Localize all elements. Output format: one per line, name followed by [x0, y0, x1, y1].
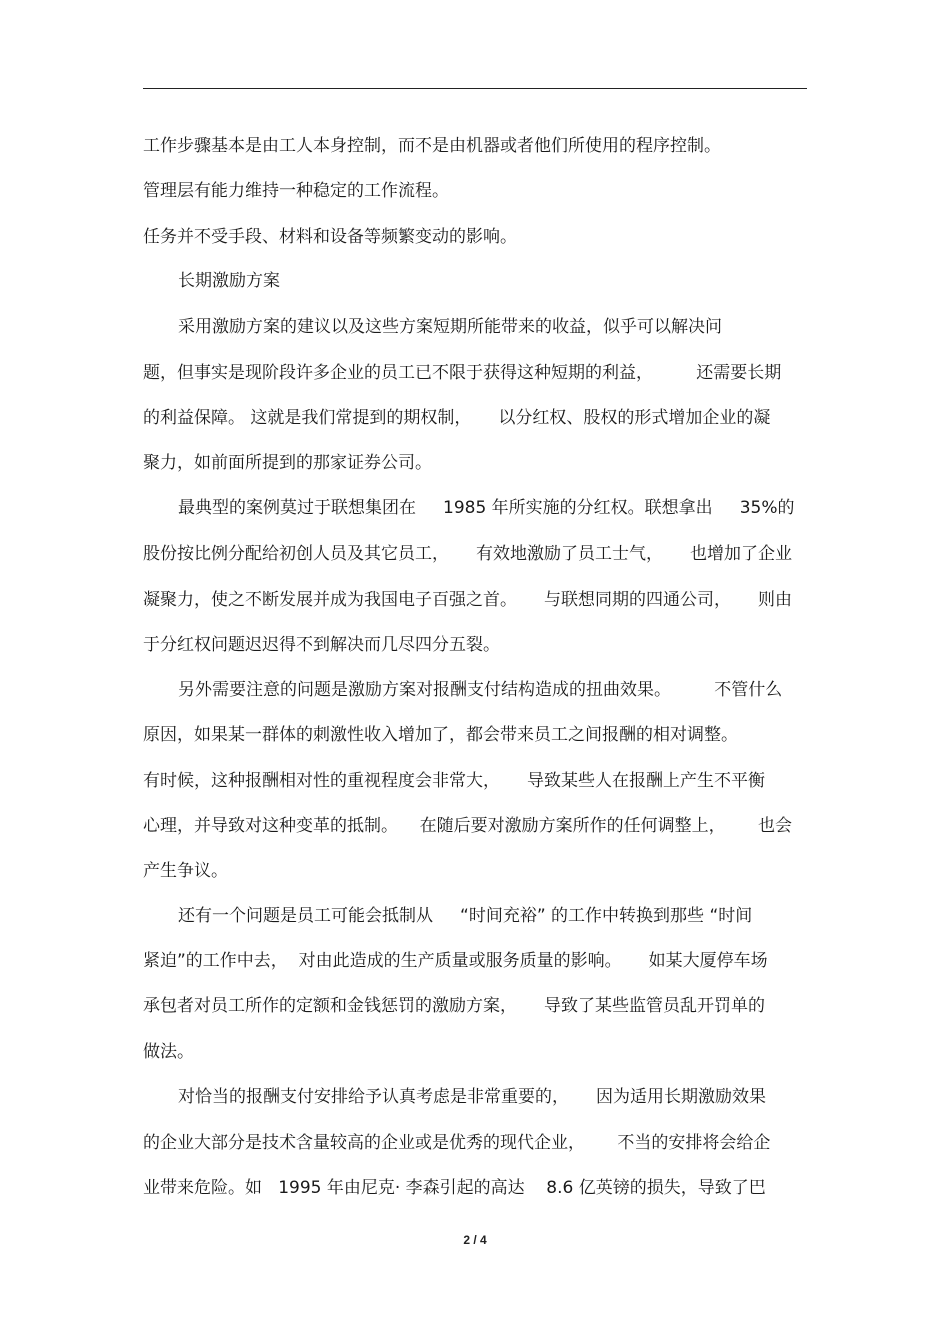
text-line: 任务并不受手段、材料和设备等频繁变动的影响。 [143, 227, 517, 247]
text-line: 凝聚力，使之不断发展并成为我国电子百强之首。 与联想同期的四通公司， 则由 [143, 590, 793, 610]
text-line: 做法。 [143, 1042, 194, 1062]
text-line: 题，但事实是现阶段许多企业的员工已不限于获得这种短期的利益， 还需要长期 [143, 363, 782, 383]
text-line: 产生争议。 [143, 861, 228, 881]
text-line: 的企业大部分是技术含量较高的企业或是优秀的现代企业， 不当的安排将会给企 [143, 1133, 771, 1153]
text-line: 股份按比例分配给初创人员及其它员工， 有效地激励了员工士气， 也增加了企业 [143, 544, 793, 564]
text-line: 于分红权问题迟迟得不到解决而几尽四分五裂。 [143, 635, 500, 655]
text-line: 还有一个问题是员工可能会抵制从 “时间充裕” 的工作中转换到那些 “时间 [178, 906, 753, 926]
text-line: 的利益保障。 这就是我们常提到的期权制， 以分红权、股权的形式增加企业的凝 [143, 408, 771, 428]
text-line: 承包者对员工所作的定额和金钱惩罚的激励方案， 导致了某些监管员乱开罚单的 [143, 996, 766, 1016]
text-line: 另外需要注意的问题是激励方案对报酬支付结构造成的扭曲效果。 不管什么 [178, 680, 783, 700]
text-line: 有时候，这种报酬相对性的重视程度会非常大， 导致某些人在报酬上产生不平衡 [143, 771, 766, 791]
section-heading: 长期激励方案 [178, 271, 280, 291]
text-line: 采用激励方案的建议以及这些方案短期所能带来的收益，似乎可以解决问 [178, 317, 722, 337]
text-line: 最典型的案例莫过于联想集团在 1985 年所实施的分红权。联想拿出 35%的 [178, 498, 795, 518]
text-line: 心理，并导致对这种变革的抵制。 在随后要对激励方案所作的任何调整上， 也会 [143, 816, 793, 836]
text-line: 聚力，如前面所提到的那家证券公司。 [143, 453, 432, 473]
text-line: 管理层有能力维持一种稳定的工作流程。 [143, 181, 449, 201]
text-line: 工作步骤基本是由工人本身控制，而不是由机器或者他们所使用的程序控制。 [143, 136, 721, 156]
text-line: 对恰当的报酬支付安排给予认真考虑是非常重要的， 因为适用长期激励效果 [178, 1087, 767, 1107]
header-rule [143, 88, 807, 89]
page-number: 2 / 4 [463, 1233, 487, 1247]
text-line: 紧迫”的工作中去， 对由此造成的生产质量或服务质量的影响。 如某大厦停车场 [143, 951, 768, 971]
text-line: 原因，如果某一群体的刺激性收入增加了，都会带来员工之间报酬的相对调整。 [143, 725, 738, 745]
text-line: 业带来危险。如 1995 年由尼克· 李森引起的高达 8.6 亿英镑的损失，导致了巴 [143, 1178, 766, 1198]
